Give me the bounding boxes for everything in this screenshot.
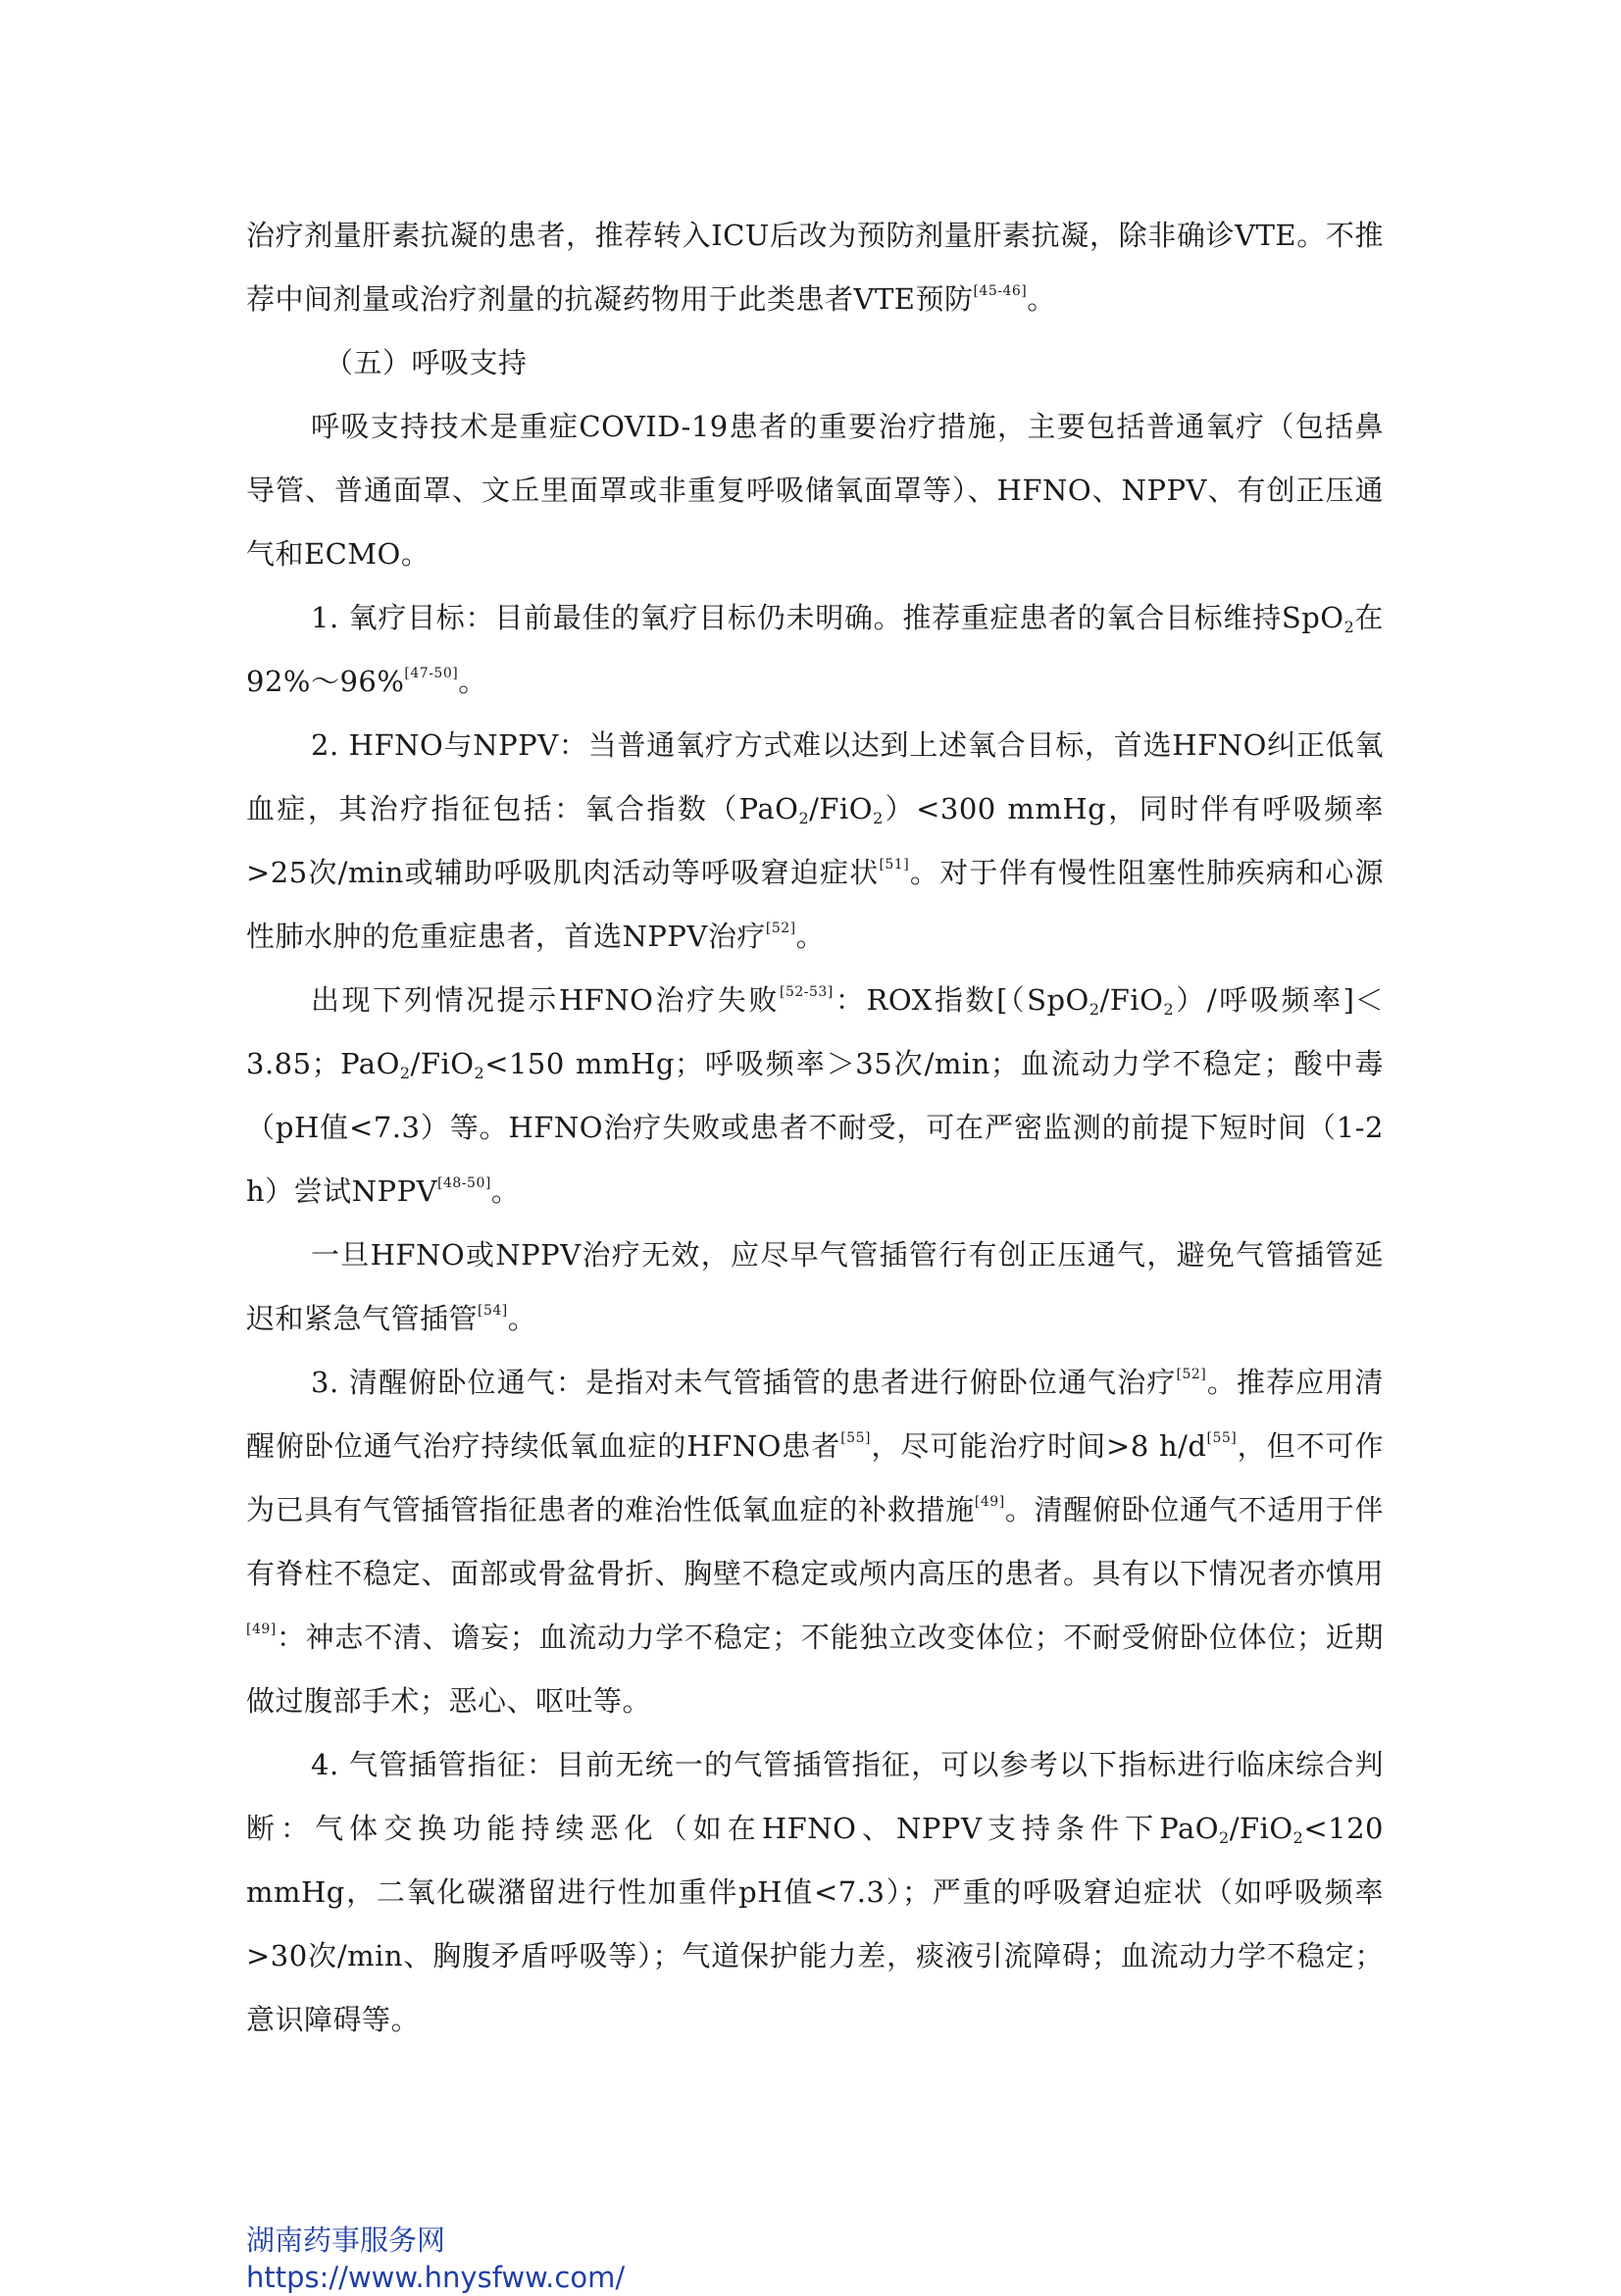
section-heading-respiratory-support: [246, 331, 1384, 395]
text-run: 。对于伴有慢性阻塞性肺疾病和心源性肺水肿的危重症患者，首选NPPV治疗: [246, 856, 1384, 953]
text-run: 。推荐应用清醒俯卧位通气治疗持续低氧血症的HFNO患者: [246, 1366, 1384, 1463]
text-run: /FiO: [809, 792, 874, 825]
text-run: 2. HFNO与NPPV：当普通氧疗方式难以达到上述氧合目标，首选HFNO纠正低氧血症，其治疗指征包括：氧合指数（PaO: [246, 728, 1384, 825]
text-run: ：ROX指数[（SpO: [833, 983, 1089, 1017]
text-run: ，尽可能治疗时间>8 h/d: [870, 1429, 1207, 1463]
text-run: /FiO: [1099, 983, 1164, 1017]
paragraph-hfno-nppv: [246, 714, 1384, 969]
footer: [246, 2221, 625, 2296]
paragraph-intubation-early: [246, 1223, 1384, 1351]
text-run: 4. 气管插管指征：目前无统一的气管插管指征，可以参考以下指标进行临床综合判断：气体交换功能持续恶化（如在HFNO、NPPV支持条件下PaO: [246, 1748, 1384, 1845]
chemical-subscript: 2: [1089, 1000, 1100, 1019]
chemical-subscript: 2: [798, 809, 810, 827]
text-run: 。清醒俯卧位通气不适用于伴有脊柱不稳定、面部或骨盆骨折、胸壁不稳定或颅内高压的患者。具有以下情况者亦慎用: [246, 1493, 1384, 1590]
text-run: 。: [490, 1174, 521, 1208]
text-run: 出现下列情况提示HFNO治疗失败: [311, 983, 780, 1017]
text-run: 。: [507, 1302, 537, 1335]
text-run: <120 mmHg，二氧化碳潴留进行性加重伴pH值<7.3）；严重的呼吸窘迫症状（如呼吸频率>30次/min、胸腹矛盾呼吸等）；气道保护能力差，痰液引流障碍；血流动力学不稳定；意识障碍等。: [246, 1812, 1384, 2036]
citation-superscript: [48-50]: [437, 1175, 491, 1191]
citation-superscript: [52]: [765, 921, 796, 936]
paragraph-awake-prone: [246, 1351, 1384, 1733]
paragraph-anticoagulation-end: [246, 204, 1384, 331]
text-run: 治疗剂量肝素抗凝的患者，推荐转入ICU后改为预防剂量肝素抗凝，除非确诊VTE。不推荐中间剂量或治疗剂量的抗凝药物用于此类患者VTE预防: [246, 219, 1384, 316]
text-run: /FiO: [1229, 1812, 1293, 1845]
citation-superscript: [45-46]: [973, 283, 1028, 299]
citation-superscript: [49]: [246, 1622, 277, 1637]
citation-superscript: [55]: [840, 1430, 871, 1446]
text-run: 呼吸支持技术是重症COVID-19患者的重要治疗措施，主要包括普通氧疗（包括鼻导管、普通面罩、文丘里面罩或非重复呼吸储氧面罩等）、HFNO、NPPV、有创正压通气和ECMO。: [246, 410, 1384, 571]
chemical-subscript: 2: [1343, 618, 1355, 636]
text-run: （五）呼吸支持: [325, 346, 528, 379]
citation-superscript: [52]: [1176, 1367, 1207, 1382]
citation-superscript: [51]: [879, 857, 910, 873]
text-run: ：神志不清、谵妄；血流动力学不稳定；不能独立改变体位；不耐受俯卧位体位；近期做过腹部手术；恶心、呕吐等。: [246, 1621, 1384, 1718]
citation-superscript: [52-53]: [779, 984, 834, 1000]
paragraph-intubation-criteria: [246, 1733, 1384, 2052]
chemical-subscript: 2: [1219, 1828, 1230, 1847]
text-run: 在92%～96%: [246, 601, 1384, 698]
text-run: ）/呼吸频率]＜3.85；PaO: [246, 983, 1384, 1080]
text-run: 。: [458, 665, 487, 698]
text-run: ，但不可作为已具有气管插管指征患者的难治性低氧血症的补救措施: [246, 1429, 1384, 1526]
paragraph-hfno-failure: [246, 969, 1384, 1223]
citation-superscript: [47-50]: [404, 666, 459, 681]
paragraph-oxygen-target: [246, 586, 1384, 714]
body-text: [246, 204, 1384, 2052]
text-run: 一旦HFNO或NPPV治疗无效，应尽早气管插管行有创正压通气，避免气管插管延迟和紧急气管插管: [246, 1238, 1384, 1335]
chemical-subscript: 2: [1292, 1828, 1304, 1847]
text-run: 。: [795, 920, 826, 953]
citation-superscript: [49]: [974, 1494, 1005, 1510]
text-run: 3. 清醒俯卧位通气：是指对未气管插管的患者进行俯卧位通气治疗: [311, 1366, 1177, 1399]
footer-url-link[interactable]: https://www.hnysfww.com/: [246, 2261, 626, 2294]
paragraph-respiratory-support-overview: [246, 395, 1384, 586]
chemical-subscript: 2: [873, 809, 884, 827]
text-run: <150 mmHg；呼吸频率＞35次/min；血流动力学不稳定；酸中毒（pH值<7.3）等。HFNO治疗失败或患者不耐受，可在严密监测的前提下短时间（1-2 h）尝试NPPV: [246, 1047, 1384, 1208]
footer-site-name: 湖南药事服务网: [246, 2223, 446, 2257]
citation-superscript: [55]: [1206, 1430, 1238, 1446]
citation-superscript: [54]: [478, 1303, 508, 1319]
text-run: ）<300 mmHg，同时伴有呼吸频率>25次/min或辅助呼吸肌肉活动等呼吸窘迫症状: [246, 792, 1384, 889]
chemical-subscript: 2: [1163, 1000, 1175, 1019]
chemical-subscript: 2: [399, 1064, 411, 1082]
text-run: 。: [1027, 282, 1056, 316]
text-run: /FiO: [410, 1047, 475, 1080]
text-run: 1. 氧疗目标：目前最佳的氧疗目标仍未明确。推荐重症患者的氧合目标维持SpO: [311, 601, 1344, 634]
chemical-subscript: 2: [474, 1064, 485, 1082]
